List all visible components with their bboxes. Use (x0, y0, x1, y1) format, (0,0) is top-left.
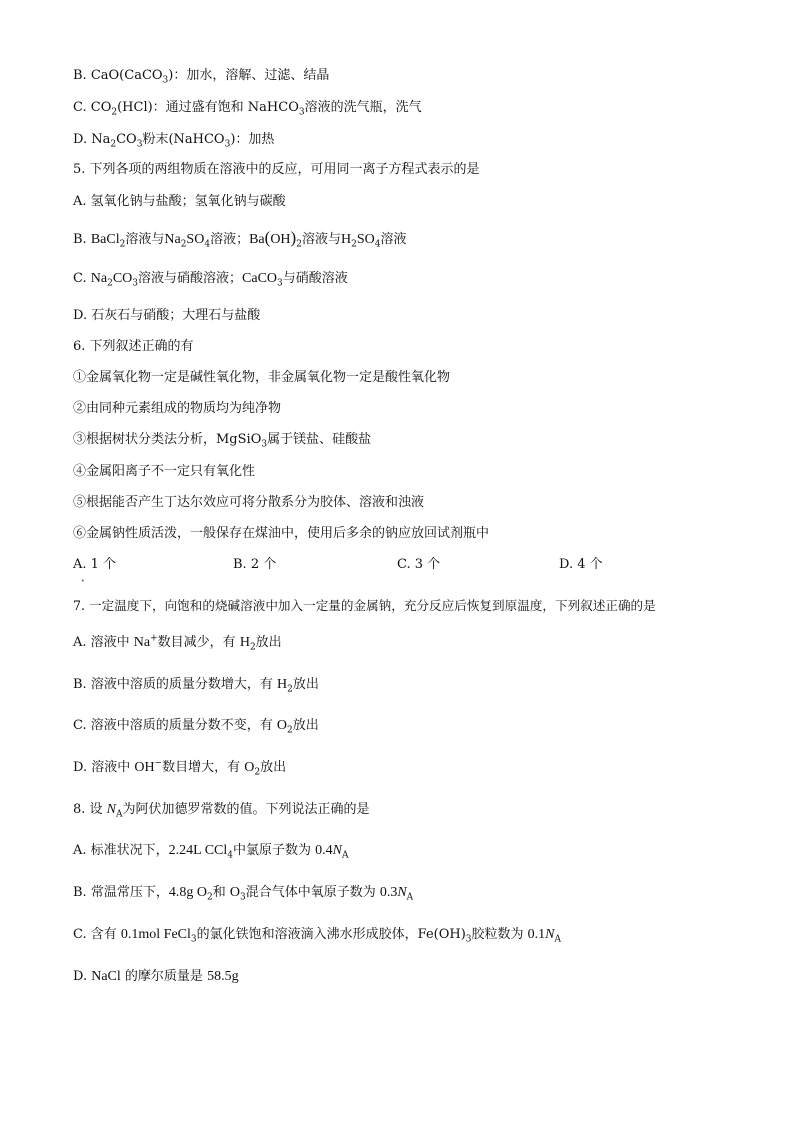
question-8-stem: 8. 设 $N_A$为阿伏加德罗常数的值。下列说法正确的是 (73, 802, 370, 820)
question-5-option-d: D. 石灰石与硝酸；大理石与盐酸 (73, 308, 261, 323)
question-7-option-a: A. 溶液中 Na+数目减少，有 $H_2$放出 (73, 633, 282, 653)
question-5-option-b: B. BaCl$_2$溶液与$Na_2SO_4$溶液；$Ba(OH)_2$溶液与$H_2SO_4$溶液 (73, 228, 407, 250)
question-7-option-b: B. 溶液中溶质的质量分数增大，有 $H_2$放出 (73, 677, 319, 695)
question-8-option-d: D. NaCl 的摩尔质量是 58.5g (73, 969, 239, 984)
question-6-statement-6: ⑥金属钠性质活泼，一般保存在煤油中，使用后多余的钠应放回试剂瓶中 (73, 526, 490, 541)
question-5-stem: 5. 下列各项的两组物质在溶液中的反应，可用同一离子方程式表示的是 (73, 162, 480, 177)
question-5-option-a: A. 氢氧化钠与盐酸；氢氧化钠与碳酸 (73, 194, 286, 209)
question-7-stem: 7. 一定温度下，向饱和的烧碱溶液中加入一定量的金属钠，充分反应后恢复到原温度，下列叙述正确的是 (73, 598, 656, 613)
question-6-statement-2: ②由同种元素组成的物质均为纯净物 (73, 401, 282, 416)
question-6-statement-1: ①金属氧化物一定是碱性氧化物，非金属氧化物一定是酸性氧化物 (73, 370, 451, 385)
question-8-option-c: C. 含有 0.1mol FeCl$_3$的氯化铁饱和溶液滴入沸水形成胶体，$Fe(OH)_3$胶粒数为 $0.1N_A$ (73, 927, 562, 945)
punctuation-dot: • (81, 578, 85, 585)
line-option-b-cao: B. CaO(CaCO$_3$)：加水，溶解、过滤、结晶 (73, 68, 330, 86)
question-8-option-a: A. 标准状况下，2.24L CCl$_4$中氯原子数为 $0.4N_A$ (73, 843, 349, 861)
question-6-statement-5: ⑤根据能否产生丁达尔效应可将分散系分为胶体、溶液和浊液 (73, 495, 425, 510)
line-option-c-co2: C. $CO_2(HCl)$：通过盛有饱和 NaHCO$_3$溶液的洗气瓶，洗气 (73, 100, 422, 118)
question-6-option-c: C. 3 个 (397, 557, 441, 572)
question-5-option-c: C. $Na_2CO_3$溶液与硝酸溶液；CaCO$_3$与硝酸溶液 (73, 271, 348, 289)
question-6-statement-3: ③根据树状分类法分析，MgSiO$_3$属于镁盐、硅酸盐 (73, 432, 372, 450)
question-6-option-b: B. 2 个 (233, 557, 277, 572)
line-option-d-na2co3: D. $Na_2CO_3$粉末(NaHCO$_3$)：加热 (73, 132, 275, 150)
question-6-option-d: D. 4 个 (559, 557, 603, 572)
question-7-option-d: D. 溶液中 OH−数目增大，有 $O_2$放出 (73, 758, 287, 778)
question-8-option-b: B. 常温常压下，4.8g $O_2$和 $O_3$混合气体中氧原子数为 $0.3N_A$ (73, 885, 414, 903)
question-7-option-c: C. 溶液中溶质的质量分数不变，有 $O_2$放出 (73, 718, 319, 736)
question-6-statement-4: ④金属阳离子不一定只有氧化性 (73, 464, 256, 479)
question-6-option-a: A. 1 个 (73, 557, 117, 572)
question-6-stem: 6. 下列叙述正确的有 (73, 339, 194, 354)
